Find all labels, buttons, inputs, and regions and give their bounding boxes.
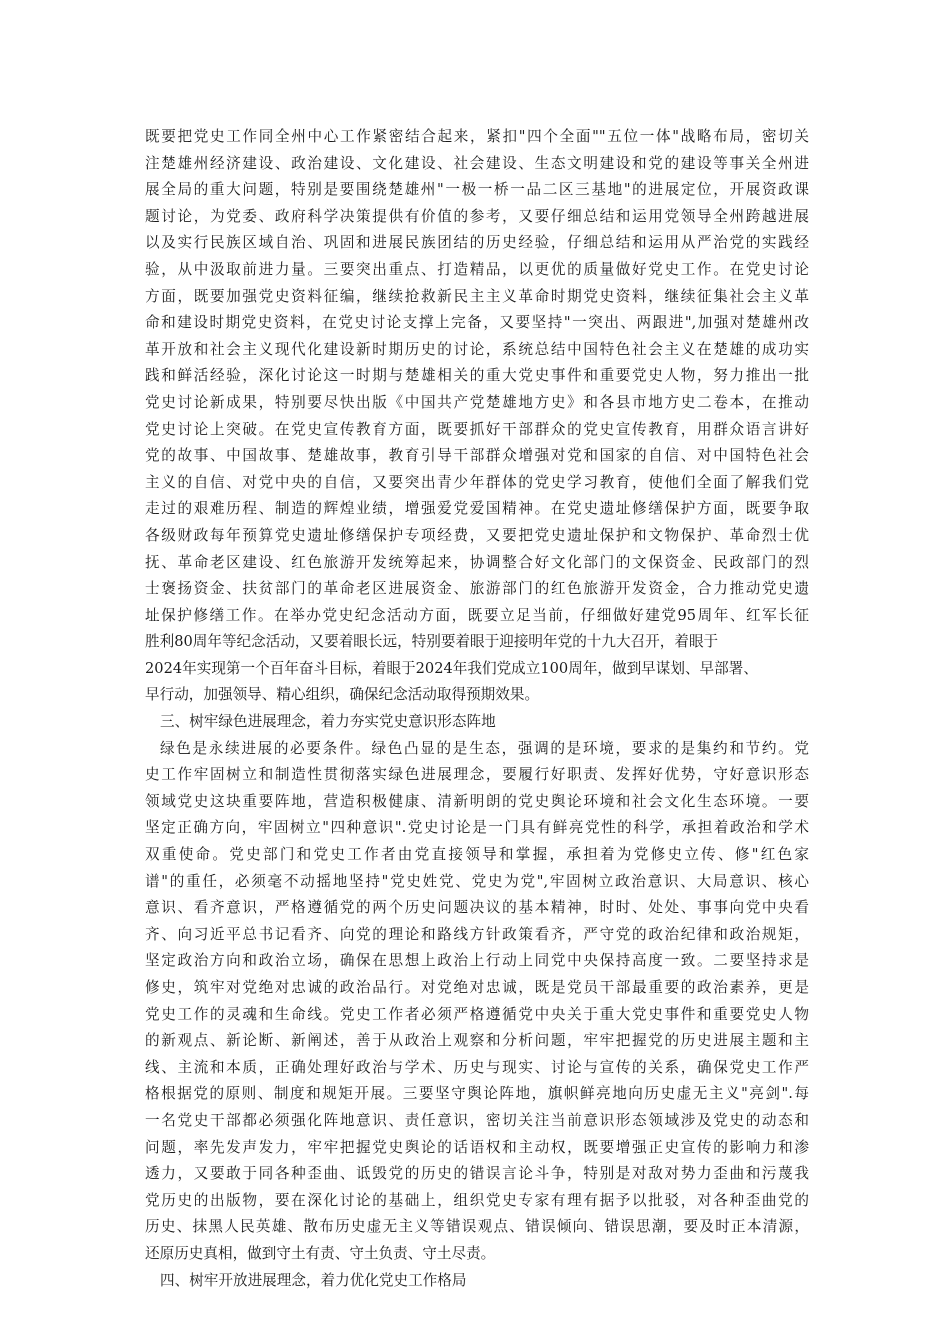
document-body [145, 124, 809, 1294]
paragraph-line: 走过的艰难历程、制造的辉煌业绩，增强爱党爱国精神。在党史遗址修缮保护方面，既要争取 [145, 500, 809, 518]
paragraph-line: 址保护修缮工作。在举办党史纪念活动方面，既要立足当前，仔细做好建党95周年、红军长征 [145, 606, 809, 624]
paragraph-line: 绿色是永续进展的必要条件。绿色凸显的是生态，强调的是环境，要求的是集约和节约。党 [160, 739, 809, 757]
paragraph-line: 历史、抹黑人民英雄、散布历史虚无主义等错误观点、错误倾向、错误思潮，要及时正本清源， [145, 1218, 809, 1236]
paragraph-line: 展全局的重大问题，特别是要围绕楚雄州"一极一桥一品二区三基地"的进展定位，开展资政课 [145, 181, 809, 199]
paragraph-line: 意识、看齐意识，严格遵循党的两个历史问题决议的基本精神，时时、处处、事事向党中央看 [145, 899, 809, 917]
paragraph-line: 士褒扬资金、扶贫部门的革命老区进展资金、旅游部门的红色旅游开发资金，合力推动党史遗 [145, 580, 809, 598]
paragraph-line: 命和建设时期党史资料，在党史讨论支撑上完备，又要坚持"一突出、两跟进",加强对楚雄州改 [145, 314, 809, 332]
paragraph-line: 党史工作的灵魂和生命线。党史工作者必须严格遵循党中央关于重大党史事件和重要党史人物 [145, 1005, 809, 1023]
paragraph-line: 一名党史干部都必须强化阵地意识、责任意识，密切关注当前意识形态领域涉及党史的动态和 [145, 1111, 809, 1129]
paragraph-line: 践和鲜活经验，深化讨论这一时期与楚雄相关的重大党史事件和重要党史人物，努力推出一批 [145, 367, 809, 385]
paragraph-line: 早行动，加强领导、精心组织，确保纪念活动取得预期效果。 [145, 686, 540, 704]
paragraph-line: 各级财政每年预算党史遗址修缮保护专项经费，又要把党史遗址保护和文物保护、革命烈士优 [145, 526, 809, 544]
paragraph-line: 党的故事、中国故事、楚雄故事，教育引导干部群众增强对党和国家的自信、对中国特色社会 [145, 447, 809, 465]
paragraph-line: 问题，率先发声发力，牢牢把握党史舆论的话语权和主动权，既要增强正史宣传的影响力和渗 [145, 1138, 809, 1156]
paragraph-line: 验，从中汲取前进力量。三要突出重点、打造精品，以更优的质量做好党史工作。在党史讨论 [145, 260, 809, 278]
paragraph-line: 革开放和社会主义现代化建设新时期历史的讨论，系统总结中国特色社会主义在楚雄的成功实 [145, 340, 809, 358]
paragraph-line: 齐、向习近平总书记看齐、向党的理论和路线方针政策看齐，严守党的政治纪律和政治规矩， [145, 925, 809, 943]
paragraph-line: 格根据党的原则、制度和规矩开展。三要坚守舆论阵地，旗帜鲜亮地向历史虚无主义"亮剑".每 [145, 1085, 809, 1103]
paragraph-line: 抚、革命老区建设、红色旅游开发统筹起来，协调整合好文化部门的文保资金、民政部门的烈 [145, 553, 809, 571]
paragraph-line: 以及实行民族区域自治、巩固和进展民族团结的历史经验，仔细总结和运用从严治党的实践经 [145, 234, 809, 252]
paragraph-line: 注楚雄州经济建设、政治建设、文化建设、社会建设、生态文明建设和党的建设等事关全州进 [145, 154, 809, 172]
paragraph-line: 党史讨论新成果，特别要尽快出版《中国共产党楚雄地方史》和各县市地方史二卷本，在推动 [145, 393, 809, 411]
section-heading: 四、树牢开放进展理念，着力优化党史工作格局 [160, 1271, 467, 1289]
paragraph-line: 坚定正确方向，牢固树立"四种意识".党史讨论是一门具有鲜亮党性的科学，承担着政治和学术 [145, 819, 809, 837]
paragraph-line: 坚定政治方向和政治立场，确保在思想上政治上行动上同党中央保持高度一致。二要坚持求是 [145, 952, 809, 970]
paragraph-line: 领域党史这块重要阵地，营造积极健康、清新明朗的党史舆论环境和社会文化生态环境。一要 [145, 792, 809, 810]
paragraph-line: 线、主流和本质，正确处理好政治与学术、历史与现实、讨论与宣传的关系，确保党史工作严 [145, 1058, 809, 1076]
paragraph-line: 的新观点、新论断、新阐述，善于从政治上观察和分析问题，牢牢把握党的历史进展主题和主 [145, 1032, 809, 1050]
paragraph-line: 还原历史真相，做到守土有责、守土负责、守土尽责。 [145, 1244, 496, 1262]
paragraph-line: 修史，筑牢对党绝对忠诚的政治品行。对党绝对忠诚，既是党员干部最重要的政治素养，更是 [145, 979, 809, 996]
paragraph-line: 史工作牢固树立和制造性贯彻落实绿色进展理念，要履行好职责、发挥好优势，守好意识形态 [145, 766, 809, 784]
paragraph-line: 2024年实现第一个百年奋斗目标，着眼于2024年我们党成立100周年，做到早谋划、早部署、 [145, 659, 758, 677]
paragraph-line: 谱"的重任，必须毫不动摇地坚持"党史姓党、党史为党",牢固树立政治意识、大局意识、核心 [145, 872, 809, 890]
paragraph-line: 双重使命。党史部门和党史工作者由党直接领导和掌握，承担着为党修史立传、修"红色家 [145, 846, 809, 864]
paragraph-line: 题讨论，为党委、政府科学决策提供有价值的参考，又要仔细总结和运用党领导全州跨越进展 [145, 207, 809, 225]
paragraph-line: 党历史的出版物，要在深化讨论的基础上，组织党史专家有理有据予以批驳，对各种歪曲党的 [145, 1191, 809, 1209]
paragraph-line: 主义的自信、对党中央的自信，又要突出青少年群体的党史学习教育，使他们全面了解我们党 [145, 473, 809, 491]
paragraph-line: 方面，既要加强党史资料征编，继续抢救新民主主义革命时期党史资料，继续征集社会主义革 [145, 287, 809, 305]
paragraph-line: 既要把党史工作同全州中心工作紧密结合起来，紧扣"四个全面""五位一体"战略布局，密切关 [145, 128, 809, 145]
section-heading: 三、树牢绿色进展理念，着力夯实党史意识形态阵地 [160, 713, 496, 731]
paragraph-line: 党史讨论上突破。在党史宣传教育方面，既要抓好干部群众的党史宣传教育，用群众语言讲好 [145, 420, 809, 438]
paragraph-line: 透力，又要敢于同各种歪曲、诋毁党的历史的错误言论斗争，特别是对敌对势力歪曲和污蔑我 [145, 1165, 809, 1183]
paragraph-line: 胜利80周年等纪念活动，又要着眼长远，特别要着眼于迎接明年党的十九大召开，着眼于 [145, 633, 719, 651]
